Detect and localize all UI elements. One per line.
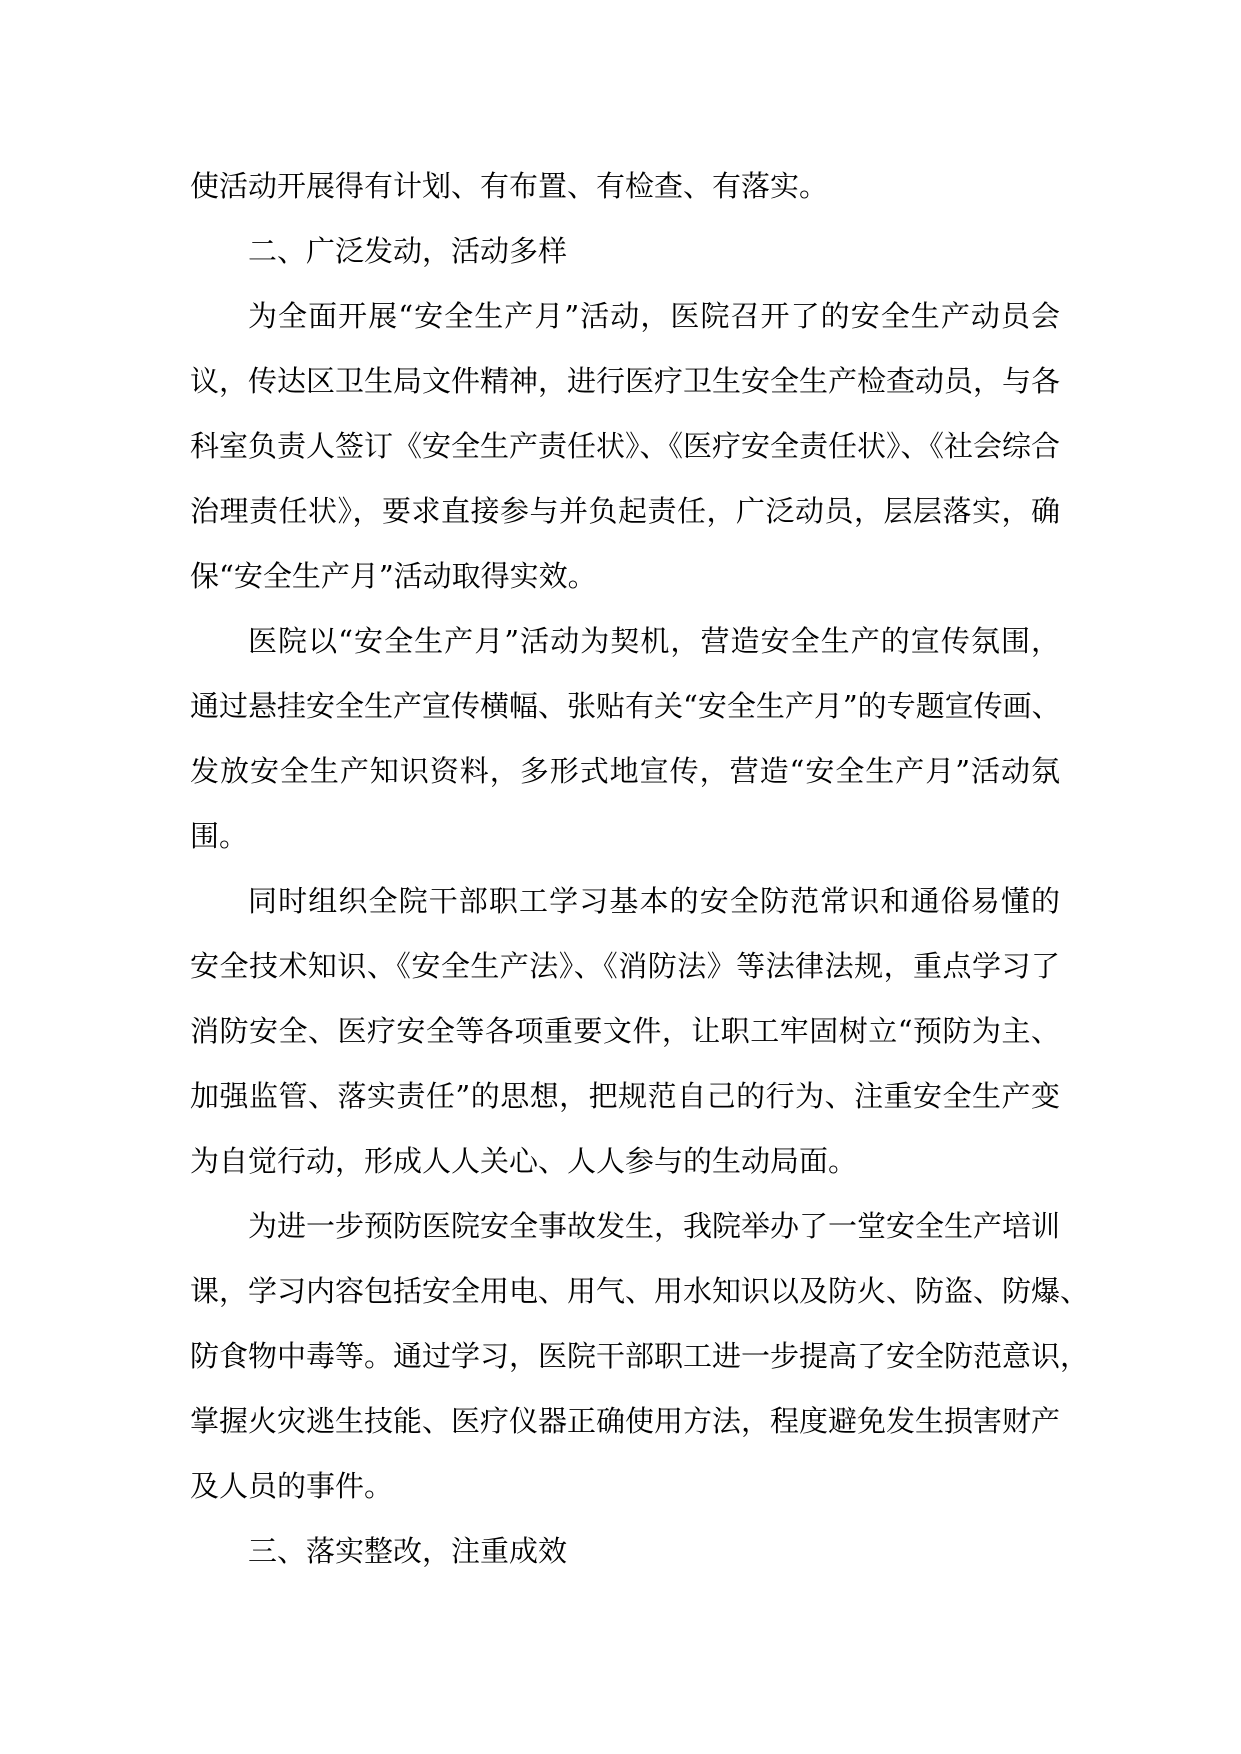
text-line: 为自觉行动，形成人人关心、人人参与的生动局面。 — [190, 1144, 858, 1178]
paragraph-first-line: 为全面开展“安全生产月”活动，医院召开了的安全生产动员会 — [248, 299, 1060, 333]
paragraph-first-line: 同时组织全院干部职工学习基本的安全防范常识和通俗易懂的 — [248, 884, 1060, 918]
text-line: 治理责任状》，要求直接参与并负起责任，广泛动员，层层落实，确 — [190, 494, 1060, 528]
text-line: 课，学习内容包括安全用电、用气、用水知识以及防火、防盗、防爆、 — [190, 1274, 1090, 1308]
text-line: 发放安全生产知识资料，多形式地宣传，营造“安全生产月”活动氛 — [190, 754, 1060, 788]
text-line: 消防安全、医疗安全等各项重要文件，让职工牢固树立“预防为主、 — [190, 1014, 1060, 1048]
paragraph-first-line: 医院以“安全生产月”活动为契机，营造安全生产的宣传氛围， — [248, 624, 1060, 658]
text-line: 安全技术知识、《安全生产法》、《消防法》等法律法规，重点学习了 — [190, 949, 1060, 983]
text-line: 科室负责人签订《安全生产责任状》、《医疗安全责任状》、《社会综合 — [190, 429, 1061, 463]
text-line: 及人员的事件。 — [190, 1469, 394, 1503]
paragraph-first-line: 为进一步预防医院安全事故发生，我院举办了一堂安全生产培训 — [248, 1209, 1061, 1243]
text-line: 围。 — [190, 819, 249, 853]
text-line: 加强监管、落实责任”的思想，把规范自己的行为、注重安全生产变 — [190, 1079, 1060, 1113]
paragraph-first-line: 三、落实整改，注重成效 — [248, 1534, 568, 1568]
text-line: 议，传达区卫生局文件精神，进行医疗卫生安全生产检查动员，与各 — [190, 364, 1061, 398]
text-line: 掌握火灾逃生技能、医疗仪器正确使用方法，程度避免发生损害财产 — [190, 1404, 1061, 1438]
document-body — [190, 154, 1090, 1584]
paragraph-first-line: 二、广泛发动，活动多样 — [248, 234, 568, 268]
text-line: 通过悬挂安全生产宣传横幅、张贴有关“安全生产月”的专题宣传画、 — [190, 689, 1061, 723]
text-line: 使活动开展得有计划、有布置、有检查、有落实。 — [190, 169, 829, 203]
text-line: 防食物中毒等。通过学习，医院干部职工进一步提高了安全防范意识， — [190, 1339, 1090, 1373]
text-line: 保“安全生产月”活动取得实效。 — [190, 559, 597, 593]
